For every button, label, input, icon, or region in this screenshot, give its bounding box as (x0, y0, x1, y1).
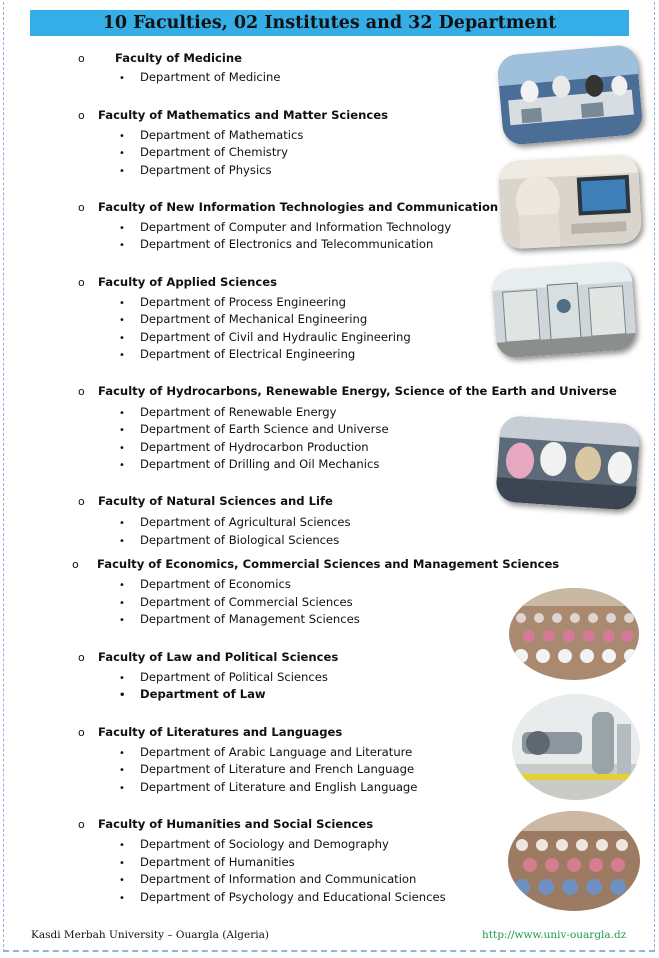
faculty-heading (78, 725, 342, 739)
department-item (119, 670, 328, 684)
department-name: Department of Civil and Hydraulic Engineering (140, 330, 411, 344)
bullet: • (119, 443, 125, 454)
faculty-heading (72, 557, 559, 571)
department-item (119, 533, 339, 547)
circle-bullet: o (78, 276, 85, 289)
circle-bullet: o (72, 558, 79, 571)
faculty-name: Faculty of Natural Sciences and Life (98, 494, 333, 508)
faculty-heading (78, 384, 617, 398)
department-item (119, 163, 272, 177)
bullet: • (119, 131, 125, 142)
bullet: • (119, 765, 125, 776)
bullet: • (119, 598, 125, 609)
department-name: Department of Economics (140, 577, 291, 591)
footer-website-link[interactable]: http://www.univ-ouargla.dz (482, 929, 627, 941)
faculty-heading (78, 200, 498, 214)
bullet: • (119, 580, 125, 591)
department-name: Department of Hydrocarbon Production (140, 440, 369, 454)
faculty-heading (78, 650, 338, 664)
bullet: • (119, 315, 125, 326)
department-name: Department of Mathematics (140, 128, 304, 142)
faculty-name: Faculty of Mathematics and Matter Sciences (98, 108, 389, 122)
department-name: Department of Information and Communication (140, 872, 417, 886)
department-item (119, 128, 303, 142)
department-name: Department of Electronics and Telecommunication (140, 237, 434, 251)
faculty-name: Faculty of Literatures and Languages (98, 725, 343, 739)
amphitheater-students-photo (508, 811, 640, 911)
bullet: • (119, 408, 125, 419)
bullet: • (119, 748, 125, 759)
department-item (119, 295, 346, 309)
department-name: Department of Psychology and Educational Sciences (140, 890, 446, 904)
department-item (119, 595, 353, 609)
department-name: Department of Sociology and Demography (140, 837, 389, 851)
faculty-heading (78, 494, 333, 508)
department-item (119, 145, 288, 159)
page-title: 10 Faculties, 02 Institutes and 32 Department (102, 13, 557, 33)
circle-bullet: o (78, 651, 85, 664)
bullet: • (119, 148, 125, 159)
laboratory-equipment-photo (512, 694, 640, 800)
department-name: Department of Agricultural Sciences (140, 515, 351, 529)
department-name: Department of Political Sciences (140, 670, 328, 684)
department-item (119, 237, 433, 251)
department-item (119, 890, 446, 904)
department-item (119, 687, 266, 701)
lab-students-photo (496, 44, 643, 146)
bullet: • (119, 893, 125, 904)
circle-bullet: o (78, 818, 85, 831)
bullet: • (119, 333, 125, 344)
department-item (119, 577, 291, 591)
department-item (119, 330, 411, 344)
circle-bullet: o (78, 201, 85, 214)
department-item (119, 780, 417, 794)
department-name: Department of Renewable Energy (140, 405, 337, 419)
department-name: Department of Medicine (140, 70, 281, 84)
footer-university-name: Kasdi Merbah University – Ouargla (Algeria) (31, 929, 269, 941)
department-name: Department of Literature and French Language (140, 762, 415, 776)
bullet: • (119, 875, 125, 886)
department-name: Department of Earth Science and Universe (140, 422, 389, 436)
bullet: • (119, 673, 125, 684)
department-item (119, 422, 389, 436)
department-name: Department of Drilling and Oil Mechanics (140, 457, 380, 471)
department-item (119, 440, 369, 454)
department-name: Department of Mechanical Engineering (140, 312, 368, 326)
department-item (119, 405, 336, 419)
department-item (119, 855, 295, 869)
bullet: • (119, 425, 125, 436)
faculty-heading (78, 275, 277, 289)
bullet: • (119, 615, 125, 626)
page-title-banner (30, 10, 629, 36)
bullet: • (119, 298, 125, 309)
department-name: Department of Electrical Engineering (140, 347, 356, 361)
bullet: • (119, 166, 125, 177)
bullet: • (119, 223, 125, 234)
bullet: • (119, 783, 125, 794)
department-item (119, 872, 416, 886)
department-name: Department of Humanities (140, 855, 295, 869)
department-name: Department of Process Engineering (140, 295, 346, 309)
bullet: • (119, 460, 125, 471)
department-item (119, 745, 412, 759)
department-name: Department of Management Sciences (140, 612, 360, 626)
department-item (119, 515, 351, 529)
circle-bullet: o (78, 52, 85, 65)
bullet: • (119, 536, 125, 547)
department-name: Department of Literature and English Language (140, 780, 418, 794)
bullet: • (119, 858, 125, 869)
faculty-name: Faculty of Economics, Commercial Sciences and Management Sciences (97, 557, 560, 571)
circle-bullet: o (78, 385, 85, 398)
department-name: Department of Law (140, 687, 266, 701)
bullet: • (119, 840, 125, 851)
circle-bullet: o (78, 109, 85, 122)
faculty-name: Faculty of Hydrocarbons, Renewable Energy, Science of the Earth and Universe (98, 384, 617, 398)
department-item (119, 70, 281, 84)
bullet: • (119, 518, 125, 529)
department-name: Department of Computer and Information Technology (140, 220, 452, 234)
computer-lab-photo (498, 154, 642, 249)
department-name: Department of Physics (140, 163, 272, 177)
faculty-heading (78, 51, 242, 65)
circle-bullet: o (78, 726, 85, 739)
department-item (119, 220, 451, 234)
department-item (119, 312, 367, 326)
department-name: Department of Chemistry (140, 145, 289, 159)
faculty-name: Faculty of New Information Technologies and Communication (98, 200, 499, 214)
lecture-hall-photo (509, 588, 639, 680)
faculty-name: Faculty of Law and Political Sciences (98, 650, 339, 664)
engineering-lab-photo (491, 261, 637, 359)
faculty-name: Faculty of Applied Sciences (98, 275, 278, 289)
faculty-name: Faculty of Medicine (115, 51, 242, 65)
classroom-students-photo (495, 415, 641, 511)
department-name: Department of Biological Sciences (140, 533, 340, 547)
department-name: Department of Commercial Sciences (140, 595, 353, 609)
department-item (119, 762, 414, 776)
faculty-heading (78, 817, 373, 831)
department-item (119, 837, 389, 851)
department-item (119, 457, 379, 471)
bullet: • (119, 350, 125, 361)
faculty-heading (78, 108, 388, 122)
bullet: • (119, 690, 126, 701)
bullet: • (119, 73, 125, 84)
bullet: • (119, 240, 125, 251)
department-item (119, 347, 355, 361)
circle-bullet: o (78, 495, 85, 508)
department-name: Department of Arabic Language and Literature (140, 745, 413, 759)
department-item (119, 612, 360, 626)
faculty-name: Faculty of Humanities and Social Sciences (98, 817, 374, 831)
